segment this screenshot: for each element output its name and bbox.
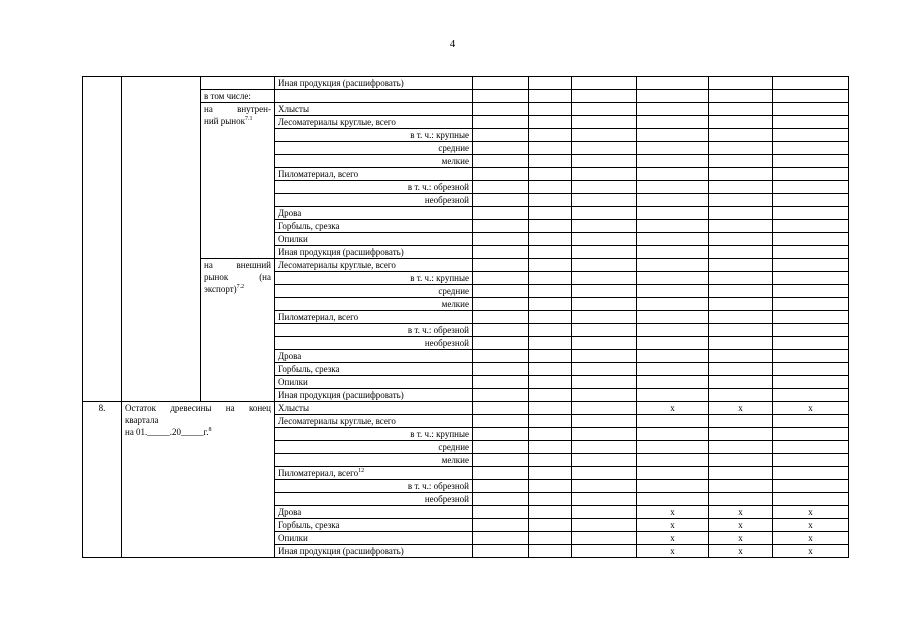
data-cell[interactable]: [572, 90, 637, 103]
data-cell[interactable]: [473, 376, 529, 389]
data-cell[interactable]: [709, 337, 773, 350]
data-cell[interactable]: [709, 194, 773, 207]
row-label: Пиломатериал, всего: [275, 311, 473, 324]
data-cell[interactable]: [709, 350, 773, 363]
row-label: в т. ч.: крупные: [275, 272, 473, 285]
data-cell[interactable]: [473, 233, 529, 246]
data-cell[interactable]: [773, 337, 849, 350]
row-label-text: Хлысты: [278, 403, 310, 413]
data-cell[interactable]: [773, 194, 849, 207]
data-cell[interactable]: [709, 441, 773, 454]
data-cell[interactable]: [529, 402, 572, 415]
footnote-ref: 8: [208, 427, 212, 433]
row-label: [275, 90, 473, 103]
data-cell[interactable]: [709, 181, 773, 194]
data-cell[interactable]: [709, 480, 773, 493]
data-cell[interactable]: [529, 285, 572, 298]
row-label: Опилки: [275, 376, 473, 389]
data-cell[interactable]: [572, 480, 637, 493]
data-cell[interactable]: [637, 259, 709, 272]
data-cell[interactable]: [637, 363, 709, 376]
export-market-label: [201, 259, 275, 402]
data-cell[interactable]: [529, 480, 572, 493]
data-cell[interactable]: [637, 90, 709, 103]
data-cell[interactable]: [473, 545, 529, 558]
data-cell[interactable]: [473, 350, 529, 363]
data-cell[interactable]: [473, 259, 529, 272]
data-cell[interactable]: [709, 168, 773, 181]
data-cell[interactable]: [637, 415, 709, 428]
data-cell[interactable]: [572, 337, 637, 350]
x-mark: x: [773, 402, 849, 415]
row-label: Дрова: [275, 207, 473, 220]
x-mark: x: [637, 402, 709, 415]
data-cell[interactable]: [529, 194, 572, 207]
data-cell[interactable]: [709, 428, 773, 441]
row-label-text: средние: [438, 442, 469, 452]
data-cell[interactable]: [572, 220, 637, 233]
data-cell[interactable]: [529, 77, 572, 90]
data-cell[interactable]: [473, 246, 529, 259]
data-cell[interactable]: [572, 272, 637, 285]
data-cell[interactable]: [773, 103, 849, 116]
section-label-line: Остаток древесины на конец: [125, 403, 271, 413]
row-label-text: в т. ч.: крупные: [410, 429, 469, 439]
row-label: необрезной: [275, 337, 473, 350]
data-cell[interactable]: [637, 324, 709, 337]
row-label: мелкие: [275, 155, 473, 168]
row-label: необрезной: [275, 194, 473, 207]
data-cell[interactable]: [572, 246, 637, 259]
row-label: Иная продукция (расшифровать): [275, 77, 473, 90]
row-label: [275, 519, 473, 532]
data-cell[interactable]: [473, 272, 529, 285]
data-cell[interactable]: [709, 233, 773, 246]
data-cell[interactable]: [473, 415, 529, 428]
data-cell[interactable]: [773, 441, 849, 454]
data-cell[interactable]: [773, 116, 849, 129]
data-cell[interactable]: [572, 129, 637, 142]
section-label-line: квартала: [125, 415, 159, 425]
data-cell[interactable]: [473, 285, 529, 298]
data-cell[interactable]: [529, 467, 572, 480]
data-cell[interactable]: [773, 389, 849, 402]
row-label: [275, 441, 473, 454]
x-mark: x: [709, 545, 773, 558]
data-cell[interactable]: [709, 454, 773, 467]
row-label: Пиломатериал, всего: [275, 168, 473, 181]
data-cell[interactable]: [473, 207, 529, 220]
row-label: Хлысты: [275, 103, 473, 116]
data-cell[interactable]: [572, 389, 637, 402]
empty-subgroup-cell: [201, 77, 275, 90]
data-cell[interactable]: [637, 298, 709, 311]
row-label: Опилки: [275, 233, 473, 246]
data-cell[interactable]: [637, 129, 709, 142]
data-cell[interactable]: [473, 298, 529, 311]
data-cell[interactable]: [529, 311, 572, 324]
data-cell[interactable]: [529, 272, 572, 285]
row-label: Горбыль, срезка: [275, 363, 473, 376]
data-cell[interactable]: [473, 389, 529, 402]
data-cell[interactable]: [473, 493, 529, 506]
data-cell[interactable]: [773, 233, 849, 246]
row-label-text: необрезной: [424, 494, 469, 504]
data-cell[interactable]: [473, 532, 529, 545]
data-cell[interactable]: [572, 415, 637, 428]
x-mark: x: [773, 519, 849, 532]
data-cell[interactable]: [473, 129, 529, 142]
data-cell[interactable]: [572, 194, 637, 207]
row-label-text: Опилки: [278, 533, 308, 543]
data-cell[interactable]: [473, 519, 529, 532]
data-cell[interactable]: [529, 181, 572, 194]
row-label-text: Иная продукция (расшифровать): [278, 546, 404, 556]
x-mark: x: [637, 545, 709, 558]
data-cell[interactable]: [637, 233, 709, 246]
data-cell[interactable]: [529, 428, 572, 441]
data-cell[interactable]: [473, 363, 529, 376]
data-cell[interactable]: [473, 194, 529, 207]
section-label: [122, 402, 275, 558]
data-cell[interactable]: [529, 454, 572, 467]
data-cell[interactable]: [529, 298, 572, 311]
data-cell[interactable]: [709, 246, 773, 259]
data-cell[interactable]: [709, 116, 773, 129]
data-cell[interactable]: [529, 350, 572, 363]
data-cell[interactable]: [773, 428, 849, 441]
data-cell[interactable]: [572, 116, 637, 129]
data-cell[interactable]: [473, 480, 529, 493]
row-label: [275, 467, 473, 480]
row-label-text: Лесоматериалы круглые, всего: [278, 416, 396, 426]
data-cell[interactable]: [473, 181, 529, 194]
data-cell[interactable]: [637, 311, 709, 324]
data-cell[interactable]: [473, 103, 529, 116]
data-cell[interactable]: [529, 207, 572, 220]
data-cell[interactable]: [773, 155, 849, 168]
data-cell[interactable]: [709, 220, 773, 233]
data-cell[interactable]: [529, 532, 572, 545]
footnote-ref: 12: [358, 468, 365, 474]
data-cell[interactable]: [572, 103, 637, 116]
row-label: Иная продукция (расшифровать): [275, 246, 473, 259]
data-cell[interactable]: [572, 298, 637, 311]
row-label: [275, 415, 473, 428]
data-cell[interactable]: [637, 103, 709, 116]
row-label: мелкие: [275, 298, 473, 311]
sub-label-line: на внешний: [204, 260, 271, 270]
data-cell[interactable]: [529, 363, 572, 376]
row-label-text: Дрова: [278, 507, 302, 517]
data-cell[interactable]: [773, 480, 849, 493]
data-cell[interactable]: [572, 545, 637, 558]
data-cell[interactable]: [773, 77, 849, 90]
data-cell[interactable]: [572, 467, 637, 480]
table-row: [83, 402, 849, 415]
data-cell[interactable]: [572, 350, 637, 363]
data-cell[interactable]: [473, 402, 529, 415]
data-cell[interactable]: [529, 116, 572, 129]
x-mark: x: [637, 506, 709, 519]
data-cell[interactable]: [637, 168, 709, 181]
data-cell[interactable]: [709, 376, 773, 389]
data-cell[interactable]: [773, 467, 849, 480]
data-cell[interactable]: [709, 259, 773, 272]
report-table: [82, 76, 849, 558]
data-cell[interactable]: [773, 298, 849, 311]
data-cell[interactable]: [529, 337, 572, 350]
data-cell[interactable]: [637, 493, 709, 506]
x-mark: x: [773, 506, 849, 519]
data-cell[interactable]: [473, 506, 529, 519]
x-mark: x: [709, 532, 773, 545]
row-label: [275, 454, 473, 467]
data-cell[interactable]: [572, 402, 637, 415]
row-label: в т. ч.: крупные: [275, 129, 473, 142]
row-label: [275, 480, 473, 493]
data-cell[interactable]: [773, 207, 849, 220]
row-label-text: Горбыль, срезка: [278, 520, 340, 530]
data-cell[interactable]: [529, 519, 572, 532]
row-label: [275, 428, 473, 441]
row-label: [275, 506, 473, 519]
data-cell[interactable]: [572, 233, 637, 246]
data-cell[interactable]: [773, 129, 849, 142]
data-cell[interactable]: [773, 90, 849, 103]
data-cell[interactable]: [529, 415, 572, 428]
data-cell[interactable]: [773, 220, 849, 233]
x-mark: x: [773, 545, 849, 558]
row-label: [275, 493, 473, 506]
data-cell[interactable]: [529, 168, 572, 181]
data-cell[interactable]: [637, 350, 709, 363]
data-cell[interactable]: [473, 168, 529, 181]
data-cell[interactable]: [473, 441, 529, 454]
sub-label-line: [204, 115, 271, 127]
row-label: [275, 545, 473, 558]
data-cell[interactable]: [572, 376, 637, 389]
data-cell[interactable]: [637, 376, 709, 389]
data-cell[interactable]: [709, 272, 773, 285]
data-cell[interactable]: [773, 350, 849, 363]
data-cell[interactable]: [529, 103, 572, 116]
data-cell[interactable]: [529, 441, 572, 454]
data-cell[interactable]: [572, 493, 637, 506]
data-cell[interactable]: [529, 220, 572, 233]
data-cell[interactable]: [709, 298, 773, 311]
data-cell[interactable]: [473, 311, 529, 324]
x-mark: x: [709, 506, 773, 519]
data-cell[interactable]: [473, 220, 529, 233]
data-cell[interactable]: [572, 506, 637, 519]
data-cell[interactable]: [637, 285, 709, 298]
data-cell[interactable]: [773, 324, 849, 337]
data-cell[interactable]: [637, 142, 709, 155]
data-cell[interactable]: [529, 129, 572, 142]
empty-num-cell: [83, 77, 122, 402]
data-cell[interactable]: [709, 493, 773, 506]
data-cell[interactable]: [709, 467, 773, 480]
data-cell[interactable]: [637, 480, 709, 493]
data-cell[interactable]: [709, 311, 773, 324]
sub-label-line: на внутрен-: [204, 104, 271, 114]
data-cell[interactable]: [637, 389, 709, 402]
data-cell[interactable]: [572, 168, 637, 181]
row-label: средние: [275, 285, 473, 298]
data-cell[interactable]: [572, 311, 637, 324]
data-cell[interactable]: [529, 324, 572, 337]
x-mark: x: [773, 532, 849, 545]
data-cell[interactable]: [637, 441, 709, 454]
data-cell[interactable]: [473, 467, 529, 480]
data-cell[interactable]: [529, 90, 572, 103]
data-cell[interactable]: [473, 428, 529, 441]
row-label: Иная продукция (расшифровать): [275, 389, 473, 402]
sub-label-line: рынок (на: [204, 272, 271, 282]
section-number: 8.: [83, 402, 122, 558]
data-cell[interactable]: [529, 506, 572, 519]
row-label: средние: [275, 142, 473, 155]
footnote-ref: 7.2: [236, 284, 245, 290]
data-cell[interactable]: [572, 363, 637, 376]
footnote-ref: 7.1: [244, 116, 253, 122]
empty-label-cell: [122, 77, 201, 402]
data-cell[interactable]: [709, 155, 773, 168]
sub-label-text: ний рынок: [204, 116, 245, 126]
data-cell[interactable]: [709, 285, 773, 298]
data-cell[interactable]: [473, 90, 529, 103]
data-cell[interactable]: [473, 454, 529, 467]
data-cell[interactable]: [529, 545, 572, 558]
data-cell[interactable]: [572, 259, 637, 272]
row-label: [275, 402, 473, 415]
data-cell[interactable]: [572, 441, 637, 454]
x-mark: x: [637, 519, 709, 532]
data-cell[interactable]: [473, 142, 529, 155]
row-label: Дрова: [275, 350, 473, 363]
data-cell[interactable]: [773, 181, 849, 194]
data-cell[interactable]: [773, 493, 849, 506]
data-cell[interactable]: [709, 142, 773, 155]
row-label: в т. ч.: обрезной: [275, 181, 473, 194]
data-cell[interactable]: [473, 155, 529, 168]
data-cell[interactable]: [709, 129, 773, 142]
data-cell[interactable]: [572, 532, 637, 545]
sub-label-line: [204, 283, 271, 295]
data-cell[interactable]: [709, 103, 773, 116]
row-label-text: мелкие: [441, 455, 469, 465]
data-cell[interactable]: [473, 324, 529, 337]
data-cell[interactable]: [637, 272, 709, 285]
data-cell[interactable]: [709, 415, 773, 428]
data-cell[interactable]: [529, 233, 572, 246]
data-cell[interactable]: [709, 324, 773, 337]
data-cell[interactable]: [637, 337, 709, 350]
row-label: [275, 532, 473, 545]
table-row: [83, 77, 849, 90]
data-cell[interactable]: [637, 220, 709, 233]
data-cell[interactable]: [572, 285, 637, 298]
data-cell[interactable]: [709, 389, 773, 402]
data-cell[interactable]: [572, 428, 637, 441]
data-cell[interactable]: [637, 207, 709, 220]
data-cell[interactable]: [529, 259, 572, 272]
data-cell[interactable]: [637, 467, 709, 480]
data-cell[interactable]: [473, 337, 529, 350]
row-label: Лесоматериалы круглые, всего: [275, 259, 473, 272]
data-cell[interactable]: [709, 90, 773, 103]
data-cell[interactable]: [529, 155, 572, 168]
vtom-label: в том числе:: [201, 90, 275, 103]
data-cell[interactable]: [572, 519, 637, 532]
data-cell[interactable]: [529, 493, 572, 506]
data-cell[interactable]: [572, 207, 637, 220]
sub-label-text: экспорт): [204, 284, 237, 294]
x-mark: x: [709, 519, 773, 532]
data-cell[interactable]: [773, 246, 849, 259]
data-cell[interactable]: [572, 324, 637, 337]
x-mark: x: [709, 402, 773, 415]
data-cell[interactable]: [572, 454, 637, 467]
data-cell[interactable]: [709, 77, 773, 90]
data-cell[interactable]: [773, 272, 849, 285]
data-cell[interactable]: [529, 142, 572, 155]
data-cell[interactable]: [473, 77, 529, 90]
data-cell[interactable]: [572, 181, 637, 194]
data-cell[interactable]: [529, 246, 572, 259]
date-template: на 01._____.20_____г.: [125, 427, 209, 437]
data-cell[interactable]: [773, 311, 849, 324]
data-cell[interactable]: [773, 142, 849, 155]
data-cell[interactable]: [637, 194, 709, 207]
data-cell[interactable]: [773, 285, 849, 298]
data-cell[interactable]: [637, 116, 709, 129]
data-cell[interactable]: [637, 428, 709, 441]
data-cell[interactable]: [773, 168, 849, 181]
data-cell[interactable]: [637, 77, 709, 90]
data-cell[interactable]: [572, 155, 637, 168]
row-label-text: в т. ч.: обрезной: [407, 481, 469, 491]
data-cell[interactable]: [773, 376, 849, 389]
data-cell[interactable]: [637, 246, 709, 259]
data-cell[interactable]: [529, 376, 572, 389]
data-cell[interactable]: [637, 454, 709, 467]
data-cell[interactable]: [709, 207, 773, 220]
row-label: Лесоматериалы круглые, всего: [275, 116, 473, 129]
data-cell[interactable]: [637, 181, 709, 194]
data-cell[interactable]: [773, 454, 849, 467]
data-cell[interactable]: [473, 116, 529, 129]
data-cell[interactable]: [773, 363, 849, 376]
page-number: 4: [449, 38, 456, 50]
row-label-text: Пиломатериал, всего: [278, 468, 359, 478]
data-cell[interactable]: [572, 142, 637, 155]
data-cell[interactable]: [572, 77, 637, 90]
data-cell[interactable]: [773, 415, 849, 428]
row-label: Горбыль, срезка: [275, 220, 473, 233]
x-mark: x: [637, 532, 709, 545]
data-cell[interactable]: [637, 155, 709, 168]
row-label: в т. ч.: обрезной: [275, 324, 473, 337]
data-cell[interactable]: [529, 389, 572, 402]
domestic-market-label: [201, 103, 275, 259]
section-label-line: [125, 426, 271, 438]
data-cell[interactable]: [709, 363, 773, 376]
data-cell[interactable]: [773, 259, 849, 272]
